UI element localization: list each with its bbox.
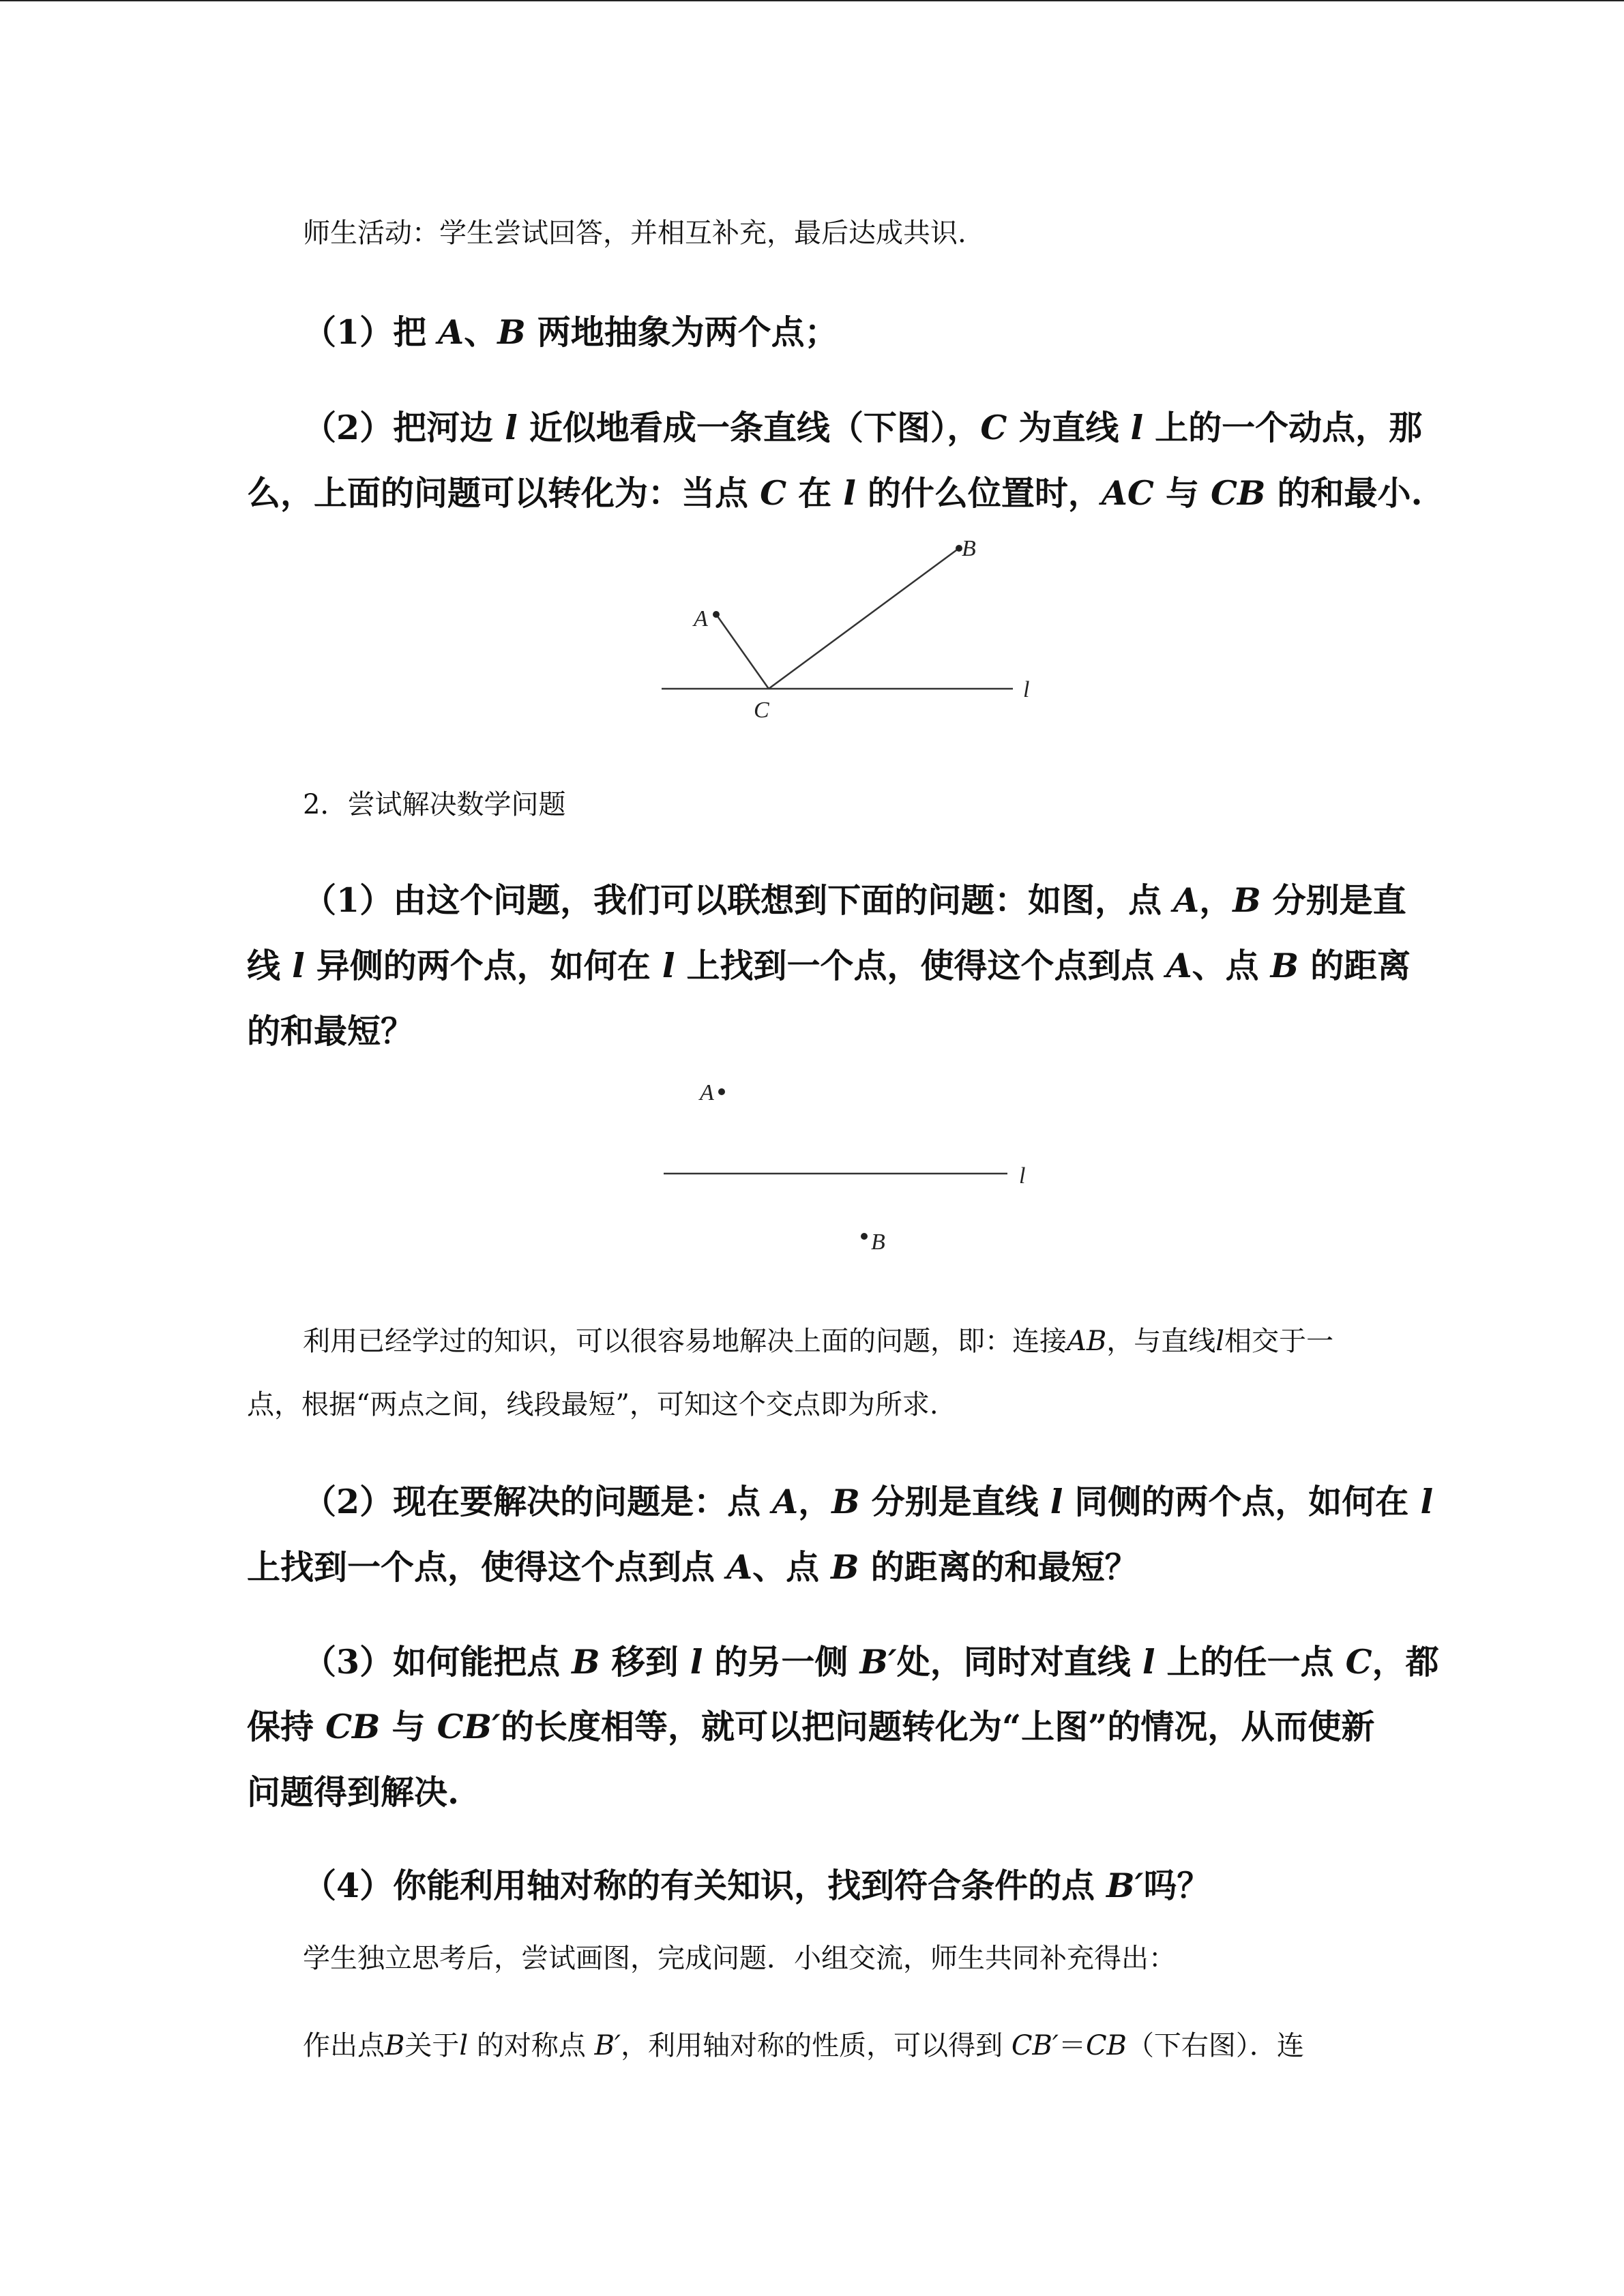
section-2-heading: 2．尝试解决数学问题 (303, 789, 566, 820)
question-1-line-2: 线 l 异侧的两个点，如何在 l 上找到一个点，使得这个点到点 A、点 B 的距离 (247, 946, 1411, 985)
question-3-line-3: 问题得到解决. (247, 1772, 460, 1812)
step-2-line-2: 么，上面的问题可以转化为：当点 C 在 l 的什么位置时，AC 与 CB 的和最小. (247, 473, 1423, 513)
question-3-line-1: （3）如何能把点 B 移到 l 的另一侧 B′处，同时对直线 l 上的任一点 C，都 (303, 1642, 1439, 1682)
label-b: B (962, 536, 976, 561)
step-2-line-1: （2）把河边 l 近似地看成一条直线（下图），C 为直线 l 上的一个动点，那 (303, 408, 1423, 447)
solution-paragraph-line-1: 利用已经学过的知识，可以很容易地解决上面的问题，即：连接AB，与直线l相交于一 (303, 1326, 1334, 1357)
construction-paragraph: 作出点B关于l 的对称点 B′，利用轴对称的性质，可以得到 CB′＝CB（下右图）．连 (303, 2030, 1304, 2061)
label-l: l (1023, 677, 1030, 702)
point-a (718, 1088, 725, 1095)
label-c: C (754, 698, 769, 723)
point-a (713, 611, 720, 618)
question-2-line-1: （2）现在要解决的问题是：点 A，B 分别是直线 l 同侧的两个点，如何在 l (303, 1482, 1434, 1521)
figure-point-on-line (641, 525, 1064, 743)
question-2-line-2: 上找到一个点，使得这个点到点 A、点 B 的距离的和最短？ (247, 1547, 1138, 1587)
label-b: B (871, 1229, 885, 1255)
page-top-border (0, 0, 1624, 1)
question-3-line-2: 保持 CB 与 CB′的长度相等，就可以把问题转化为“上图”的情况，从而使新 (247, 1707, 1375, 1746)
figure-opposite-sides (641, 1067, 1064, 1265)
student-activity-paragraph: 学生独立思考后，尝试画图，完成问题．小组交流，师生共同补充得出： (303, 1943, 1176, 1974)
activity-paragraph: 师生活动：学生尝试回答，并相互补充，最后达成共识. (303, 218, 966, 249)
segment-ac (716, 614, 769, 689)
label-a: A (694, 606, 708, 631)
step-1-abstract-points: （1）把 A、B 两地抽象为两个点； (303, 312, 838, 352)
solution-paragraph-line-2: 点，根据“两点之间，线段最短”，可知这个交点即为所求. (247, 1389, 939, 1420)
question-1-line-1: （1）由这个问题，我们可以联想到下面的问题：如图，点 A，B 分别是直 (303, 880, 1406, 920)
segment-cb (769, 548, 959, 689)
question-4: （4）你能利用轴对称的有关知识，找到符合条件的点 B′吗？ (303, 1866, 1211, 1905)
question-1-line-3: 的和最短？ (247, 1011, 415, 1051)
label-l: l (1019, 1163, 1026, 1189)
point-b (861, 1233, 868, 1240)
label-a: A (700, 1080, 714, 1105)
